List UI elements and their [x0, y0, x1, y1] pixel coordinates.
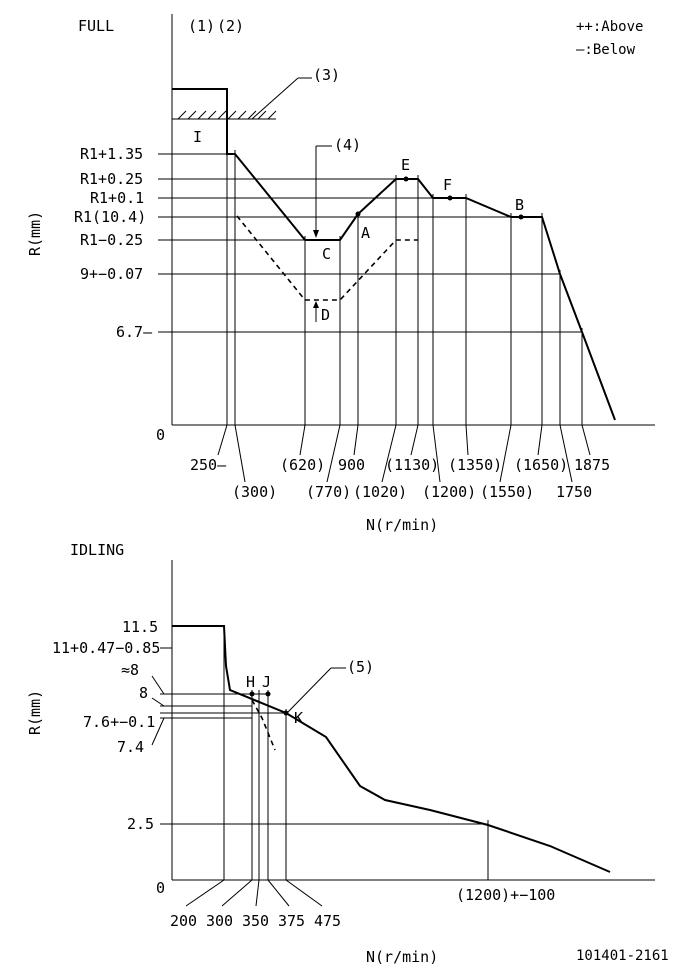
point-c-label: C [322, 245, 332, 263]
idling-y-axis-label: R(mm) [26, 689, 44, 735]
idling-zero: 0 [156, 879, 166, 897]
y-label-approx-8: ≈8 [121, 661, 140, 679]
full-load-curve [172, 89, 615, 420]
point-j-label: J [262, 673, 272, 691]
point-d-label: D [321, 306, 331, 324]
x-label-620: (620) [280, 456, 326, 474]
y-label-9: 9+−0.07 [80, 265, 144, 283]
point-j-marker [266, 692, 271, 697]
note-4-arrow [313, 230, 319, 238]
y-label-r1: R1(10.4) [74, 208, 147, 226]
full-x-axis-label: N(r/min) [366, 516, 439, 534]
y-label-6-7: 6.7— [116, 323, 153, 341]
x-label-300-idle: 300 [206, 912, 234, 930]
idling-x-labels [170, 886, 555, 930]
full-title: FULL [78, 17, 115, 35]
point-e-marker [404, 177, 409, 182]
point-h-marker [250, 692, 255, 697]
x-label-200: 200 [170, 912, 198, 930]
note-3-leader [252, 78, 298, 119]
x-label-1750: 1750 [556, 483, 593, 501]
stop-hatch [172, 111, 276, 119]
idling-curve [172, 626, 610, 872]
note-5-leader [288, 668, 331, 712]
document-id: 101401-2161 [576, 948, 669, 964]
x-label-1350: (1350) [448, 456, 503, 474]
point-h-label: H [246, 673, 256, 691]
point-a-label: A [361, 224, 371, 242]
point-b-label: B [515, 196, 525, 214]
idling-tick-slants [186, 880, 322, 906]
x-label-1200-idle: (1200)+−100 [456, 886, 556, 904]
full-y-labels [74, 145, 153, 341]
y-label-r1-minus-0-25: R1−0.25 [80, 231, 144, 249]
note-4: (4) [334, 136, 362, 154]
x-label-250: 250— [190, 456, 227, 474]
point-i-label: I [193, 128, 203, 146]
idling-y-labels [52, 618, 160, 833]
y-label-2-5: 2.5 [127, 815, 155, 833]
note-3: (3) [313, 66, 341, 84]
full-x-labels [190, 456, 610, 501]
x-label-300: (300) [232, 483, 278, 501]
point-f-label: F [443, 176, 453, 194]
x-label-770: (770) [306, 483, 352, 501]
full-chart [26, 14, 655, 534]
full-zero: 0 [156, 426, 166, 444]
legend-above: ++:Above [576, 19, 644, 35]
legend-below: —:Below [576, 42, 636, 58]
point-k-label: K [294, 709, 304, 727]
full-drop-lines [227, 150, 582, 425]
x-label-900: 900 [338, 456, 366, 474]
y-label-11-tol: 11+0.47−0.85 [52, 639, 161, 657]
point-d-arrow [313, 301, 319, 308]
idling-title: IDLING [70, 541, 125, 559]
y-label-7-6: 7.6+−0.1 [83, 713, 156, 731]
x-label-350: 350 [242, 912, 270, 930]
point-b-marker [519, 215, 524, 220]
y-label-r1-plus-1-35: R1+1.35 [80, 145, 144, 163]
x-label-1650: (1650) [514, 456, 569, 474]
point-k-marker [284, 711, 289, 716]
point-e-label: E [401, 156, 411, 174]
y-label-7-4: 7.4 [117, 738, 145, 756]
full-ref-lines [158, 154, 582, 332]
idling-x-axis-label: N(r/min) [366, 948, 439, 966]
x-label-475: 475 [314, 912, 342, 930]
y-label-8: 8 [139, 684, 149, 702]
idling-chart [26, 541, 655, 966]
x-label-1875: 1875 [574, 456, 611, 474]
x-label-1130: (1130) [385, 456, 440, 474]
y-label-r1-plus-0-1: R1+0.1 [90, 189, 145, 207]
y-label-11-5: 11.5 [122, 618, 159, 636]
note-5: (5) [347, 658, 375, 676]
full-y-axis-label: R(mm) [26, 210, 44, 256]
point-f-marker [448, 196, 453, 201]
point-a-marker [356, 212, 361, 217]
x-label-375: 375 [278, 912, 306, 930]
x-label-1020: (1020) [353, 483, 408, 501]
note-2: (2) [217, 17, 245, 35]
x-label-1200: (1200) [422, 483, 477, 501]
x-label-1550: (1550) [480, 483, 535, 501]
note-1: (1) [188, 17, 216, 35]
y-label-r1-plus-0-25: R1+0.25 [80, 170, 144, 188]
